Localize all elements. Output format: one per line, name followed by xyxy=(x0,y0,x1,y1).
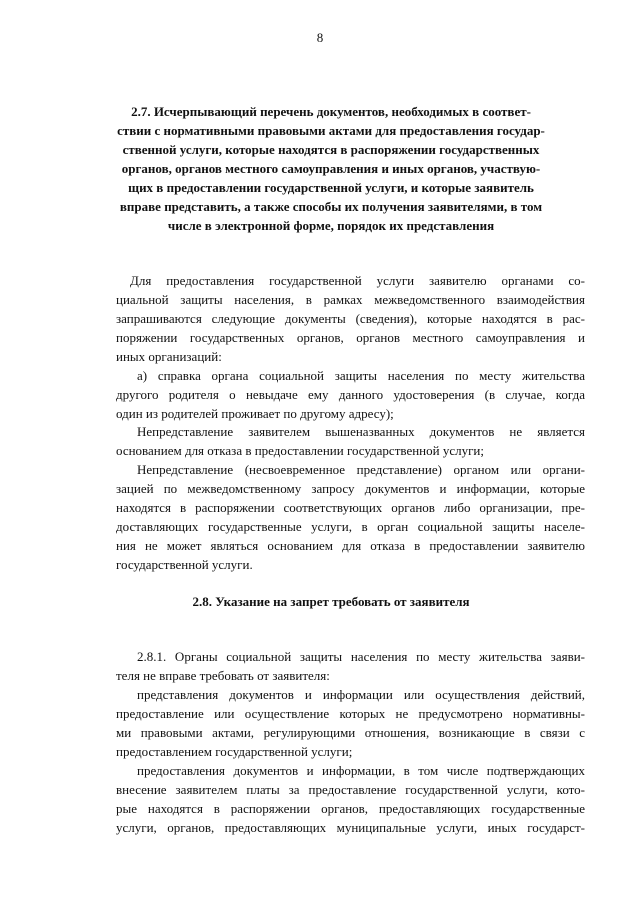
text-line: доставляющих государственные услуги, в орган социальной защиты населе- xyxy=(116,519,585,534)
heading-line: 2.7. Исчерпывающий перечень документов, необходимых в соответ- xyxy=(131,104,531,119)
text-line: услуги, органов, предоставляющих муниципальные услуги, иных государст- xyxy=(116,820,585,835)
section-2-8-heading: 2.8. Указание на запрет требовать от заявителя xyxy=(192,594,470,609)
text-line: а) справка органа социальной защиты населения по месту жительства xyxy=(137,368,585,383)
page-number: 8 xyxy=(316,30,324,45)
text-line: Непредставление (несвоевременное представление) органом или органи- xyxy=(137,462,585,477)
text-line: предоставления документов и информации, в том числе подтверждающих xyxy=(137,763,585,778)
text-line: запрашиваются следующие документы (сведения), которые находятся в рас- xyxy=(116,311,585,326)
text-line: ния не может являться основанием для отказа в предоставлении заявителю xyxy=(116,538,585,553)
heading-line: вправе представить, а также способы их получения заявителями, в том xyxy=(119,199,543,214)
text-line: представления документов и информации или осуществления действий, xyxy=(137,687,585,702)
text-line: зацией по межведомственному запросу документов и информации, которые xyxy=(116,481,585,496)
text-line: государственной услуги. xyxy=(116,557,253,572)
heading-line: щих в предоставлении государственной услуги, и которые заявитель xyxy=(128,180,534,195)
text-line: предоставление или осуществление которых не предусмотрено нормативны- xyxy=(116,706,585,721)
text-line: основанием для отказа в предоставлении государственной услуги; xyxy=(116,443,484,458)
text-line: циальной защиты населения, в рамках межведомственного взаимодействия xyxy=(116,292,585,307)
text-line: ми правовыми актами, регулирующими отношения, возникающие в связи с xyxy=(116,725,585,740)
text-line: другого родителя о невыдаче ему данного удостоверения (в случае, когда xyxy=(116,387,585,402)
heading-line: ственной услуги, которые находятся в распоряжении государственных xyxy=(122,142,540,157)
text-line: находятся в распоряжении соответствующих органов либо организации, пре- xyxy=(116,500,585,515)
text-line: Непредставление заявителем вышеназванных документов не является xyxy=(137,424,585,439)
text-line: 2.8.1. Органы социальной защиты населения по месту жительства заяви- xyxy=(137,649,585,664)
heading-line: органов, органов местного самоуправления и иных органов, участвую- xyxy=(121,161,541,176)
text-line: предоставлением государственной услуги; xyxy=(116,744,353,759)
text-line: поряжении государственных органов, органов местного самоуправления и xyxy=(116,330,585,345)
text-line: теля не вправе требовать от заявителя: xyxy=(116,668,330,683)
heading-line: ствии с нормативными правовыми актами для предоставления государ- xyxy=(117,123,545,138)
text-line: один из родителей проживает по другому адресу); xyxy=(116,406,394,421)
text-line: внесение заявителем платы за предоставление государственной услуги, кото- xyxy=(116,782,585,797)
heading-line: числе в электронной форме, порядок их представления xyxy=(167,218,495,233)
text-line: Для предоставления государственной услуги заявителю органами со- xyxy=(130,273,585,288)
text-line: рые находятся в распоряжении органов, предоставляющих государственные xyxy=(116,801,585,816)
text-line: иных организаций: xyxy=(116,349,222,364)
